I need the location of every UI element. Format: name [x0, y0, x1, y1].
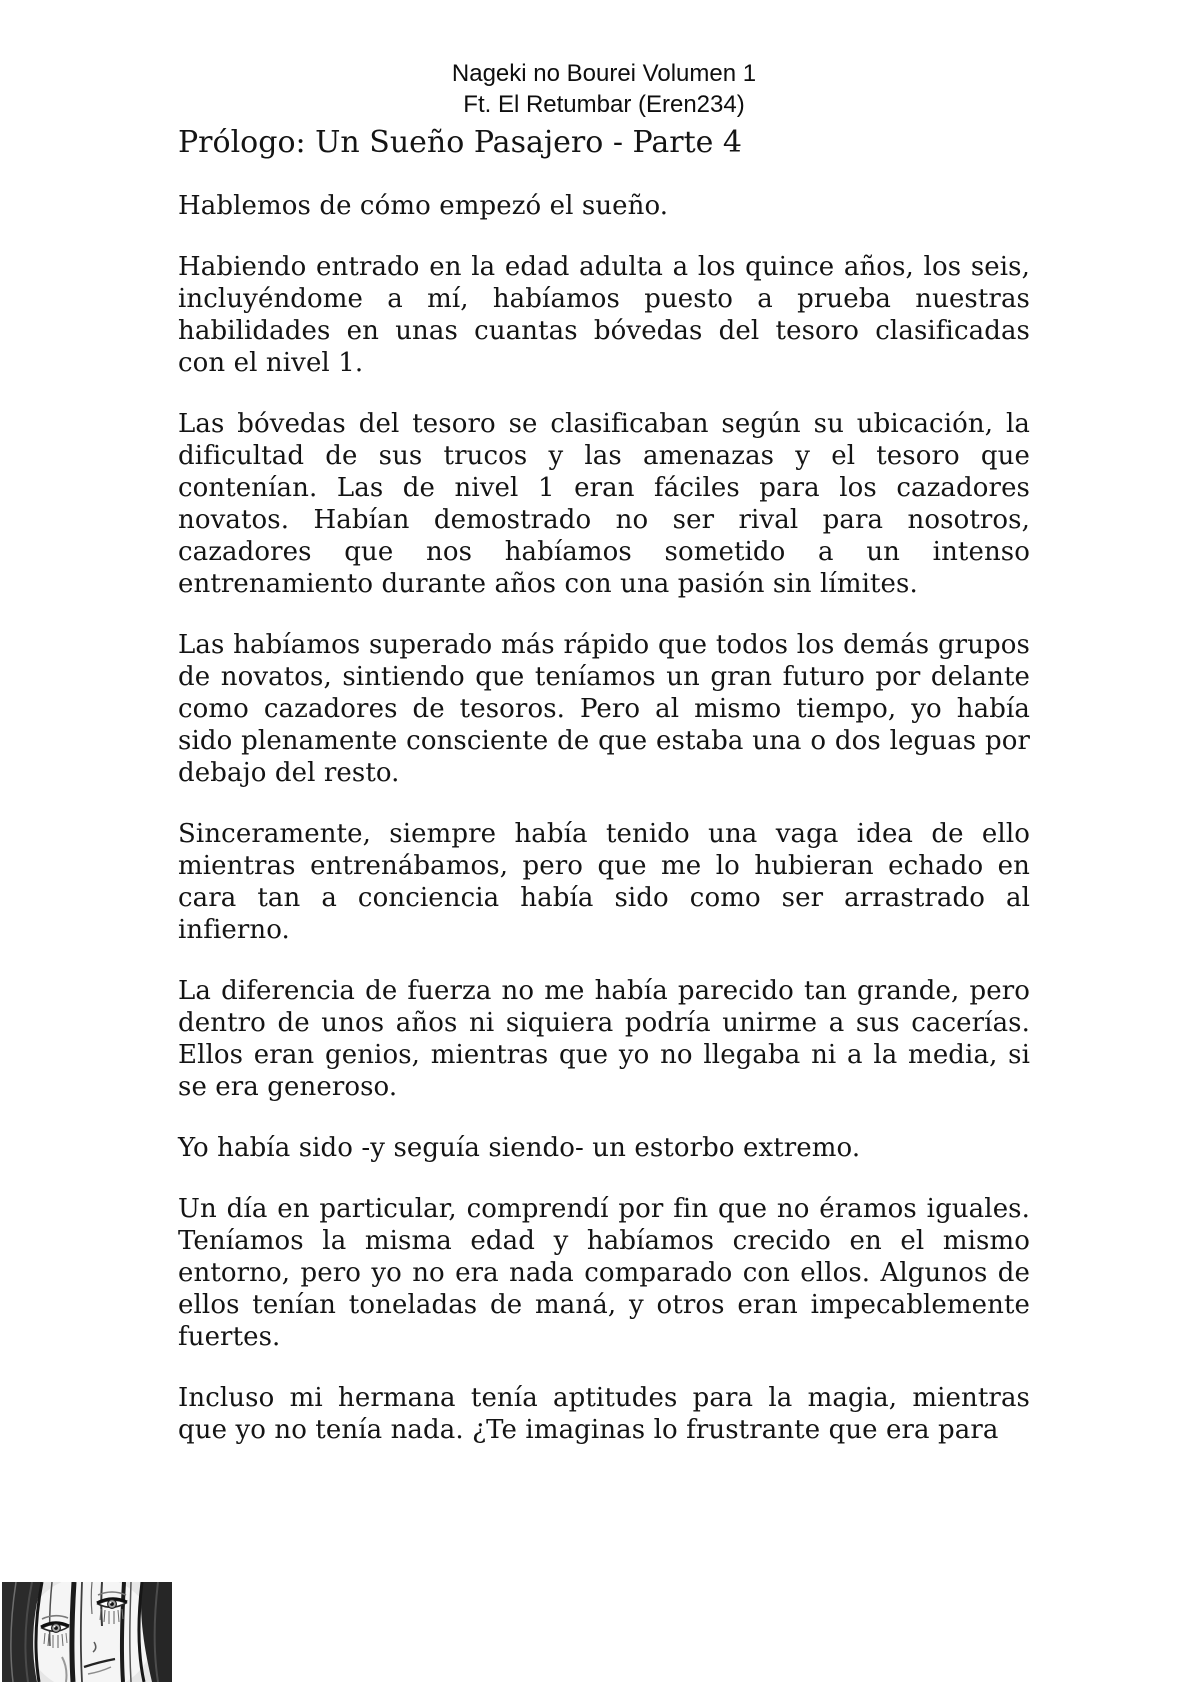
paragraph: Yo había sido -y seguía siendo- un estorbo extremo. [178, 1133, 861, 1163]
text-column [178, 58, 1030, 1446]
paragraph: Las habíamos superado más rápido que todos los demás grupos de novatos, sintiendo que teníamos un gran futuro por delante como cazadores de tesoros. Pero al mismo tiempo, yo había sido plenamente consciente de que estaba una o dos leguas por debajo del resto. [178, 630, 1030, 788]
paragraph: Habiendo entrado en la edad adulta a los quince años, los seis, incluyéndome a mí, habíamos puesto a prueba nuestras habilidades en unas cuantas bóvedas del tesoro clasificadas con el nivel 1. [178, 252, 1030, 378]
paragraph: Un día en particular, comprendí por fin que no éramos iguales. Teníamos la misma edad y habíamos crecido en el mismo entorno, pero yo no era nada comparado con ellos. Algunos de ellos tenían toneladas de maná, y otros eran impecablemente fuertes. [178, 1194, 1030, 1352]
chapter-title: Prólogo: Un Sueño Pasajero - Parte 4 [178, 125, 743, 160]
paragraph: La diferencia de fuerza no me había parecido tan grande, pero dentro de unos años ni siquiera podría unirme a sus cacerías. Ellos eran genios, mientras que yo no llegaba ni a la media, si se era generoso. [178, 976, 1030, 1102]
paragraph: Las bóvedas del tesoro se clasificaban según su ubicación, la dificultad de sus trucos y las amenazas y el tesoro que contenían. Las de nivel 1 eran fáciles para los cazadores novatos. Habían demostrado no ser rival para nosotros, cazadores que nos habíamos sometido a un intenso entrenamiento durante años con una pasión sin límites. [178, 409, 1030, 599]
paragraph: Hablemos de cómo empezó el sueño. [178, 191, 669, 221]
paragraph: Incluso mi hermana tenía aptitudes para la magia, mientras que yo no tenía nada. ¿Te imaginas lo frustrante que era para [178, 1383, 1030, 1445]
manga-face-image [2, 1582, 172, 1682]
paragraph: Sinceramente, siempre había tenido una vaga idea de ello mientras entrenábamos, pero que me lo hubieran echado en cara tan a conciencia había sido como ser arrastrado al infierno. [178, 819, 1030, 945]
credit-line: Ft. El Retumbar (Eren234) [463, 91, 745, 118]
series-title: Nageki no Bourei Volumen 1 [451, 60, 757, 87]
